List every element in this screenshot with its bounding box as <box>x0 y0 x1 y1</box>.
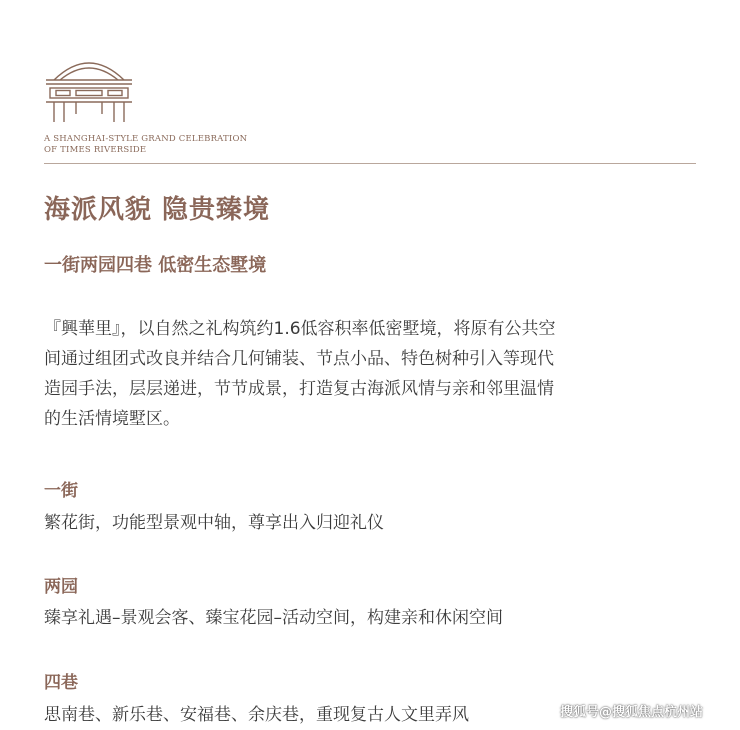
intro-line: 造园手法，层层递进，节节成景，打造复古海派风情与亲和邻里温情 <box>44 379 554 399</box>
section-heading-gardens: 两园 <box>44 577 78 597</box>
building-arch-logo-icon <box>44 52 134 124</box>
page-title: 海派风貌 隐贵臻境 <box>44 195 271 225</box>
tagline-line-1: A SHANGHAI-STYLE GRAND CELEBRATION <box>44 134 248 144</box>
tagline <box>44 134 247 156</box>
header-divider <box>44 163 696 164</box>
section-text-gardens: 臻享礼遇–景观会客、臻宝花园–活动空间，构建亲和休闲空间 <box>44 608 503 628</box>
section-heading-street: 一街 <box>44 481 78 501</box>
intro-line: 间通过组团式改良并结合几何铺装、节点小品、特色树种引入等现代 <box>44 349 554 369</box>
watermark: 搜狐号@搜狐焦点杭州站 <box>560 705 704 720</box>
intro-line: 的生活情境墅区。 <box>44 409 180 429</box>
section-text-lanes: 思南巷、新乐巷、安福巷、余庆巷，重现复古人文里弄风 <box>44 705 469 725</box>
section-heading-lanes: 四巷 <box>44 673 78 693</box>
section-text-street: 繁花街，功能型景观中轴，尊享出入归迎礼仪 <box>44 513 384 533</box>
tagline-line-2: OF TIMES RIVERSIDE <box>44 145 147 155</box>
page-subtitle: 一街两园四巷 低密生态墅境 <box>44 255 267 276</box>
intro-paragraph <box>44 314 704 434</box>
intro-line: 『興華里』，以自然之礼构筑约1.6低容积率低密墅境，将原有公共空 <box>44 319 556 339</box>
